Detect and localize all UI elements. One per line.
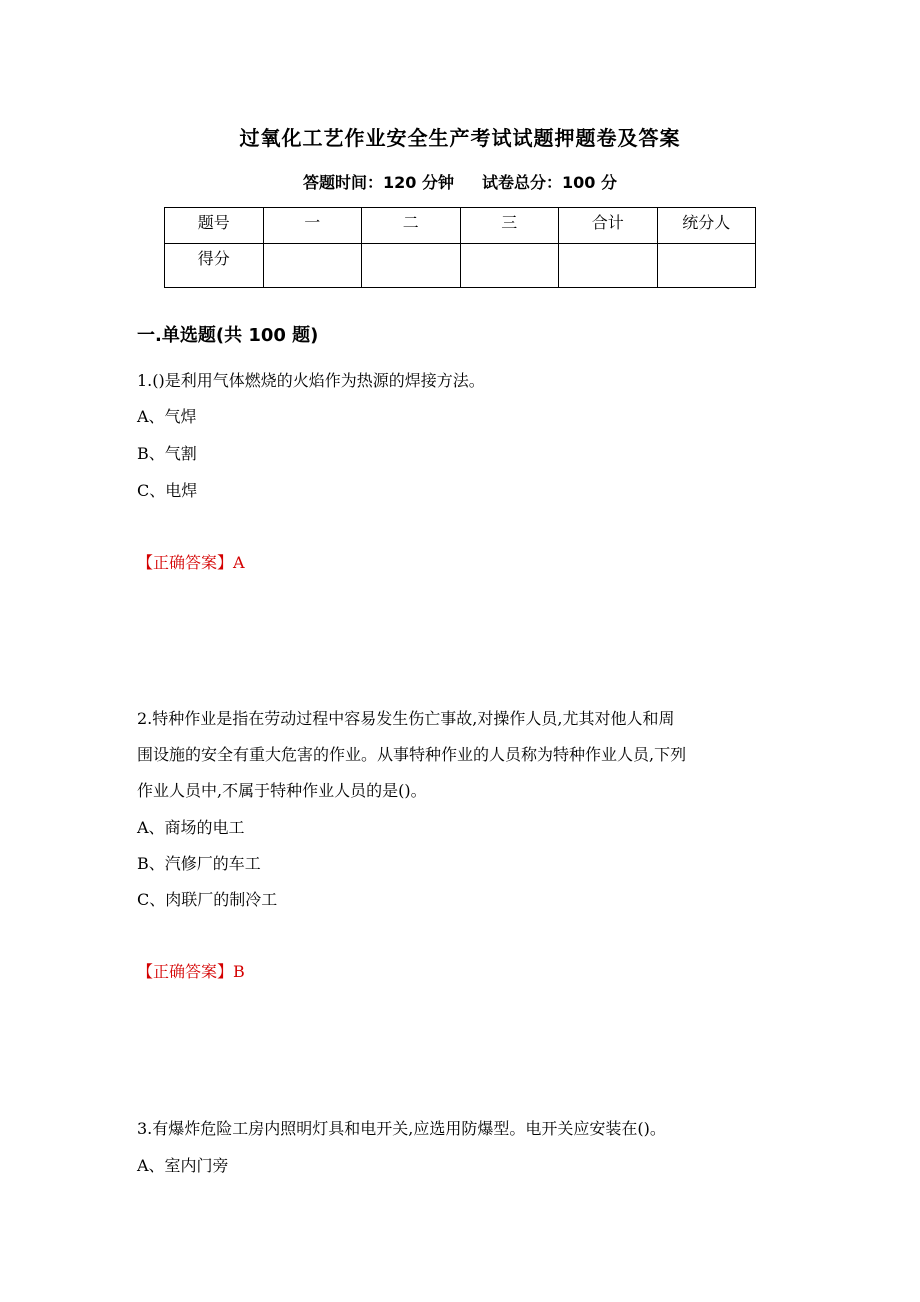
question-2-stem-line-2: 围设施的安全有重大危害的作业。从事特种作业的人员称为特种作业人员,下列 xyxy=(137,745,687,764)
question-1-option-b: B、气割 xyxy=(137,444,197,463)
score-header-cell: 题号 xyxy=(165,208,264,244)
exam-info xyxy=(0,170,920,193)
score-header-cell: 一 xyxy=(263,208,362,244)
question-2-option-b: B、汽修厂的车工 xyxy=(137,854,261,873)
question-1-answer xyxy=(137,550,245,573)
score-header-cell: 合计 xyxy=(559,208,658,244)
answer-value: B xyxy=(233,962,245,981)
answer-label: 【正确答案】 xyxy=(137,962,234,981)
score-cell-empty xyxy=(657,244,756,288)
total-score-label: 试卷总分：100 分 xyxy=(482,173,617,192)
question-2-stem-line-3: 作业人员中,不属于特种作业人员的是()。 xyxy=(137,781,427,800)
score-table-header-row xyxy=(165,208,756,244)
question-2-answer xyxy=(137,959,245,982)
score-header-cell: 二 xyxy=(362,208,461,244)
question-2-stem-line-1: 2.特种作业是指在劳动过程中容易发生伤亡事故,对操作人员,尤其对他人和周 xyxy=(137,709,675,728)
score-header-cell: 三 xyxy=(460,208,559,244)
score-cell-empty xyxy=(263,244,362,288)
question-1-stem: 1.()是利用气体燃烧的火焰作为热源的焊接方法。 xyxy=(137,371,485,390)
time-label: 答题时间：120 分钟 xyxy=(303,173,454,192)
question-3-stem: 3.有爆炸危险工房内照明灯具和电开关,应选用防爆型。电开关应安装在()。 xyxy=(137,1119,666,1138)
score-cell-empty xyxy=(362,244,461,288)
question-3-option-a: A、室内门旁 xyxy=(137,1156,229,1175)
score-header-cell: 统分人 xyxy=(657,208,756,244)
question-2-option-a: A、商场的电工 xyxy=(137,818,245,837)
question-1-option-a: A、气焊 xyxy=(137,407,197,426)
score-table-score-row xyxy=(165,244,756,288)
answer-label: 【正确答案】 xyxy=(137,553,234,572)
score-cell-empty xyxy=(559,244,658,288)
score-row-label: 得分 xyxy=(165,244,264,288)
score-cell-empty xyxy=(460,244,559,288)
document-title: 过氧化工艺作业安全生产考试试题押题卷及答案 xyxy=(239,126,681,150)
score-table xyxy=(164,207,756,288)
answer-value: A xyxy=(233,553,245,572)
question-1-option-c: C、电焊 xyxy=(137,481,198,500)
question-2-option-c: C、肉联厂的制冷工 xyxy=(137,890,278,909)
section-heading: 一.单选题(共 100 题) xyxy=(137,325,319,346)
